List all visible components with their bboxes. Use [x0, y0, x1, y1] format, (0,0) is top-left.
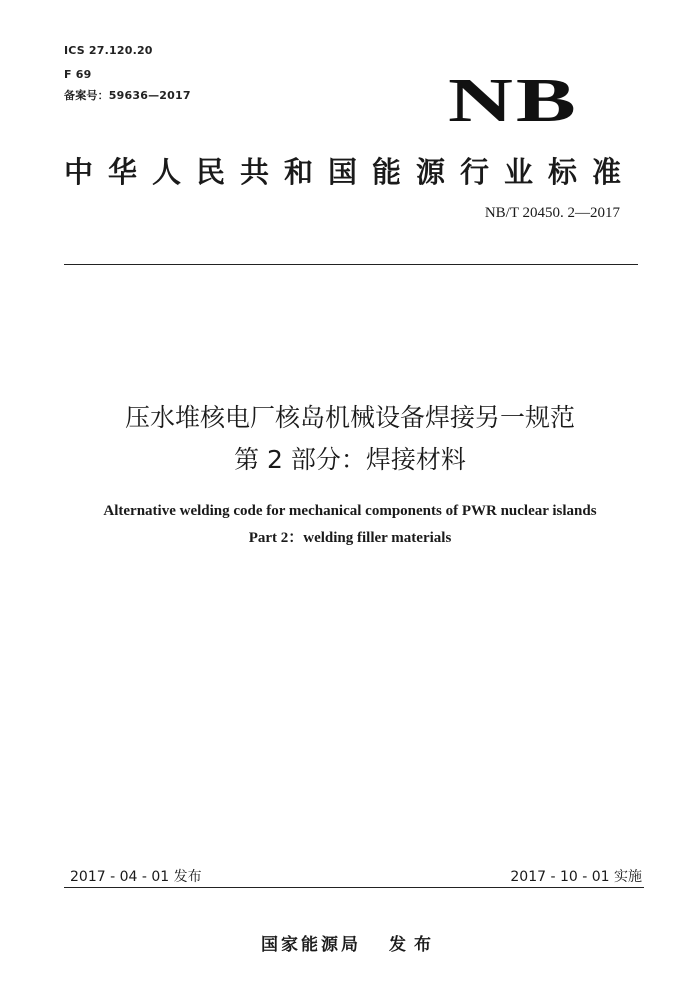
- english-title-line-1: Alternative welding code for mechanical components of PWR nuclear islands: [103, 503, 597, 519]
- chinese-title-line-2: 第 2 部分：焊接材料: [234, 445, 466, 474]
- standard-type-heading: 中华人民共和国能源行业标准: [64, 155, 637, 189]
- record-number: 备案号：59636—2017: [64, 89, 191, 102]
- english-title-line-2: Part 2：welding filler materials: [248, 530, 452, 546]
- chinese-title-line-1: 压水堆核电厂核岛机械设备焊接另一规范: [124, 403, 575, 432]
- nb-logo: NB: [448, 67, 579, 135]
- publisher-action: 发布: [389, 935, 439, 955]
- publisher-organization: 国家能源局: [261, 935, 361, 955]
- issue-date: 2017 - 04 - 01 发布: [70, 869, 202, 885]
- bottom-divider: [64, 887, 644, 888]
- ics-code: ICS 27.120.20: [64, 44, 153, 57]
- publisher-line: [0, 930, 700, 955]
- top-divider: [64, 264, 638, 265]
- implementation-date: 2017 - 10 - 01 实施: [510, 869, 642, 885]
- classification-code: F 69: [64, 68, 92, 81]
- standard-number: NB/T 20450. 2—2017: [484, 205, 620, 221]
